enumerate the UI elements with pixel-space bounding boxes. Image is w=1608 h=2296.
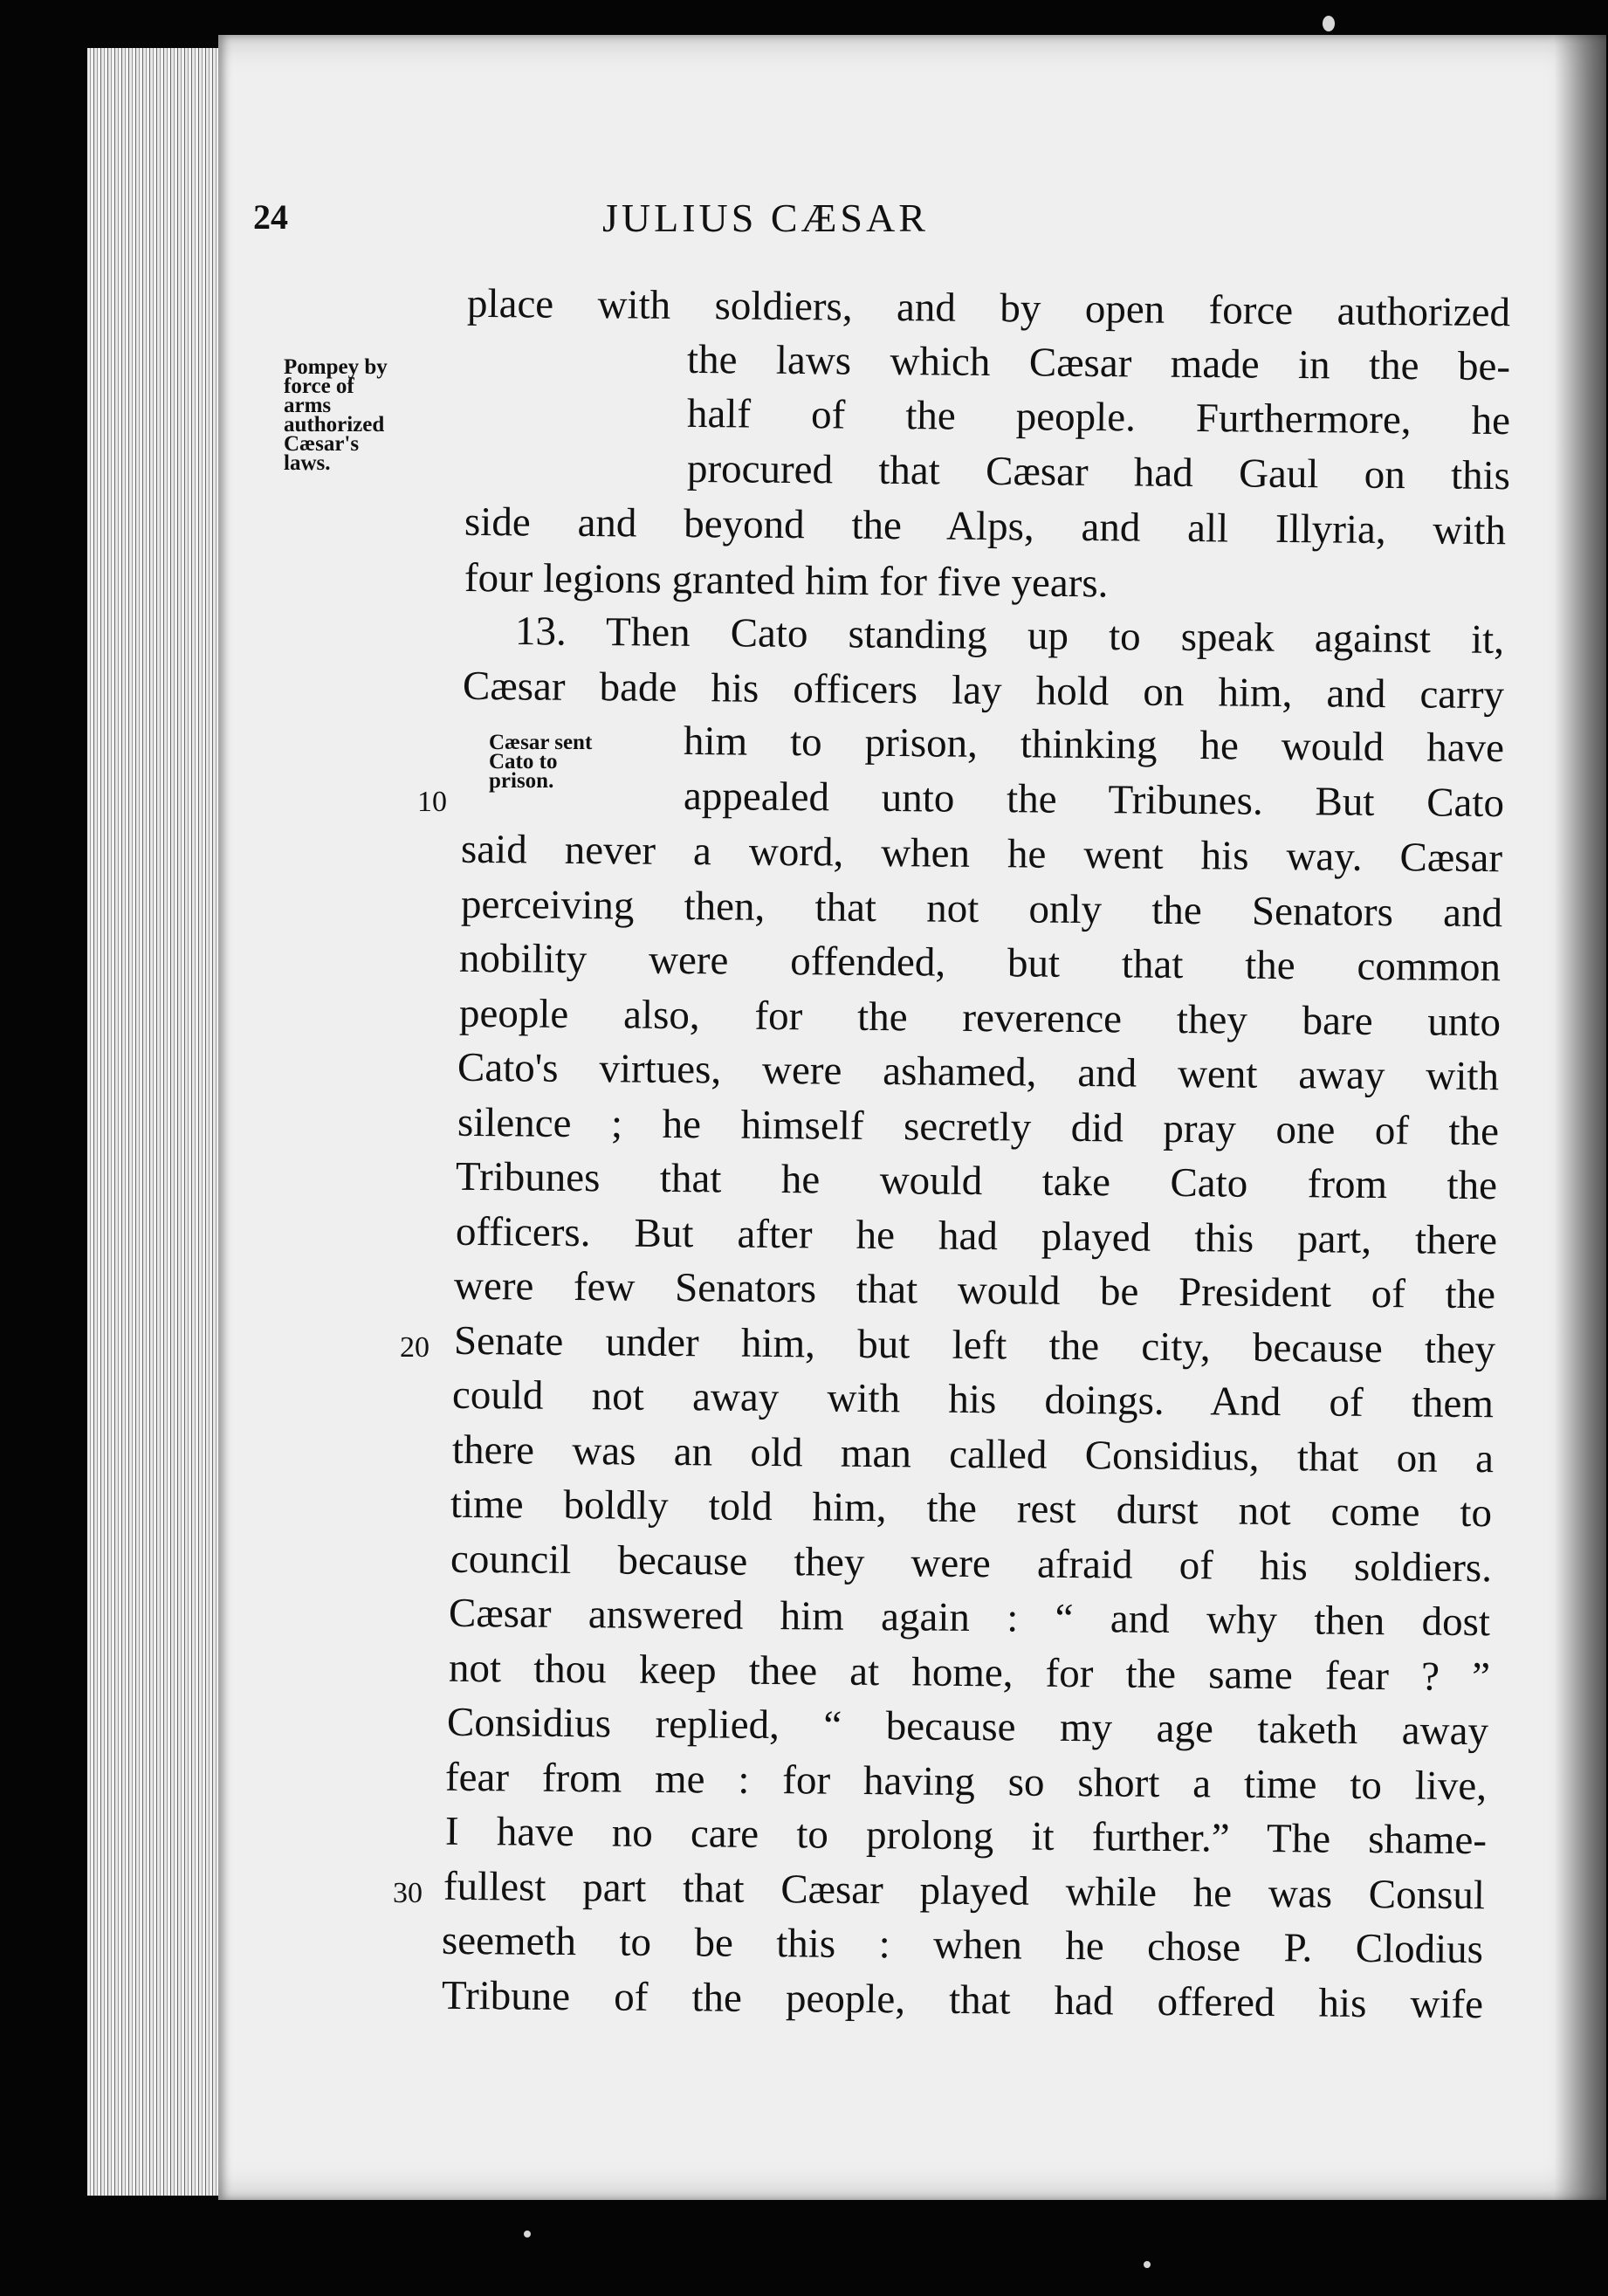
text-line: time boldly told him, the rest durst not come to: [450, 1481, 1493, 1536]
text-line: people also, for the reverence they bare unto: [458, 990, 1501, 1046]
text-line: four legions granted him for five years.: [464, 554, 1109, 607]
marginal-note-line: Cato to: [489, 750, 558, 773]
text-line: side and beyond the Alps, and all Illyria, with: [464, 498, 1507, 554]
text-line: Cæsar bade his officers lay hold on him, and carry: [462, 663, 1505, 718]
text-line: Tribune of the people, that had offered his wife: [441, 1972, 1484, 2028]
text-line: Considius replied, “ because my age taketh away: [446, 1699, 1489, 1755]
running-head: JULIUS CÆSAR: [602, 196, 929, 240]
text-line: there was an old man called Considius, that on a: [451, 1426, 1495, 1482]
text-line: Cato's virtues, were ashamed, and went away with: [457, 1044, 1500, 1100]
text-line: could not away with his doings. And of them: [451, 1371, 1495, 1427]
marginal-note: [284, 355, 406, 475]
text-line: procured that Cæsar had Gaul on this: [686, 445, 1511, 499]
marginal-note-line: prison.: [489, 769, 554, 793]
line-number: 30: [393, 1877, 423, 1909]
text-line: Senate under him, but left the city, because they: [453, 1317, 1496, 1373]
text-line: officers. But after he had played this part, there: [455, 1208, 1498, 1264]
text-line: were few Senators that would be President of the: [453, 1262, 1496, 1318]
text-line: fullest part that Cæsar played while he was Consul: [443, 1863, 1486, 1919]
text-line: said never a word, when he went his way. Cæsar: [460, 826, 1503, 882]
marginal-note-line: Cæsar sent: [489, 731, 593, 754]
text-line: half of the people. Furthermore, he: [686, 390, 1511, 444]
text-line: 13. Then Cato standing up to speak against it,: [514, 608, 1505, 663]
text-line: silence ; he himself secretly did pray one of the: [457, 1099, 1500, 1155]
text-line: him to prison, thinking he would have: [683, 718, 1505, 772]
text-line: seemeth to be this : when he chose P. Clodius: [441, 1917, 1484, 1973]
marginal-note-line: Cæsar's laws.: [284, 432, 360, 475]
marginal-note-line: authorized: [284, 413, 385, 437]
text-line: nobility were offended, but that the common: [458, 935, 1501, 991]
text-line: place with soldiers, and by open force authorized: [466, 280, 1511, 336]
text-line: perceiving then, that not only the Senators and: [460, 881, 1503, 937]
text-line: appealed unto the Tribunes. But Cato: [683, 773, 1505, 827]
text-line: Cæsar answered him again : “ and why then dost: [448, 1590, 1491, 1646]
line-number: 10: [417, 786, 447, 818]
text-line: fear from me : for having so short a time to live,: [444, 1754, 1488, 1810]
marginal-note-line: Pompey by: [284, 355, 388, 379]
line-number: 20: [400, 1331, 429, 1364]
text-line: I have no care to prolong it further.” The shame-: [444, 1808, 1488, 1864]
text-line: council because they were afraid of his soldiers.: [450, 1536, 1493, 1591]
text-line: not thou keep thee at home, for the same fear ? ”: [448, 1645, 1491, 1701]
text-line: Tribunes that he would take Cato from the: [455, 1153, 1498, 1209]
marginal-note-line: force of arms: [284, 375, 354, 417]
marginal-note: [489, 733, 646, 791]
text-line: the laws which Cæsar made in the be-: [686, 336, 1511, 390]
page-number: 24: [253, 197, 288, 237]
